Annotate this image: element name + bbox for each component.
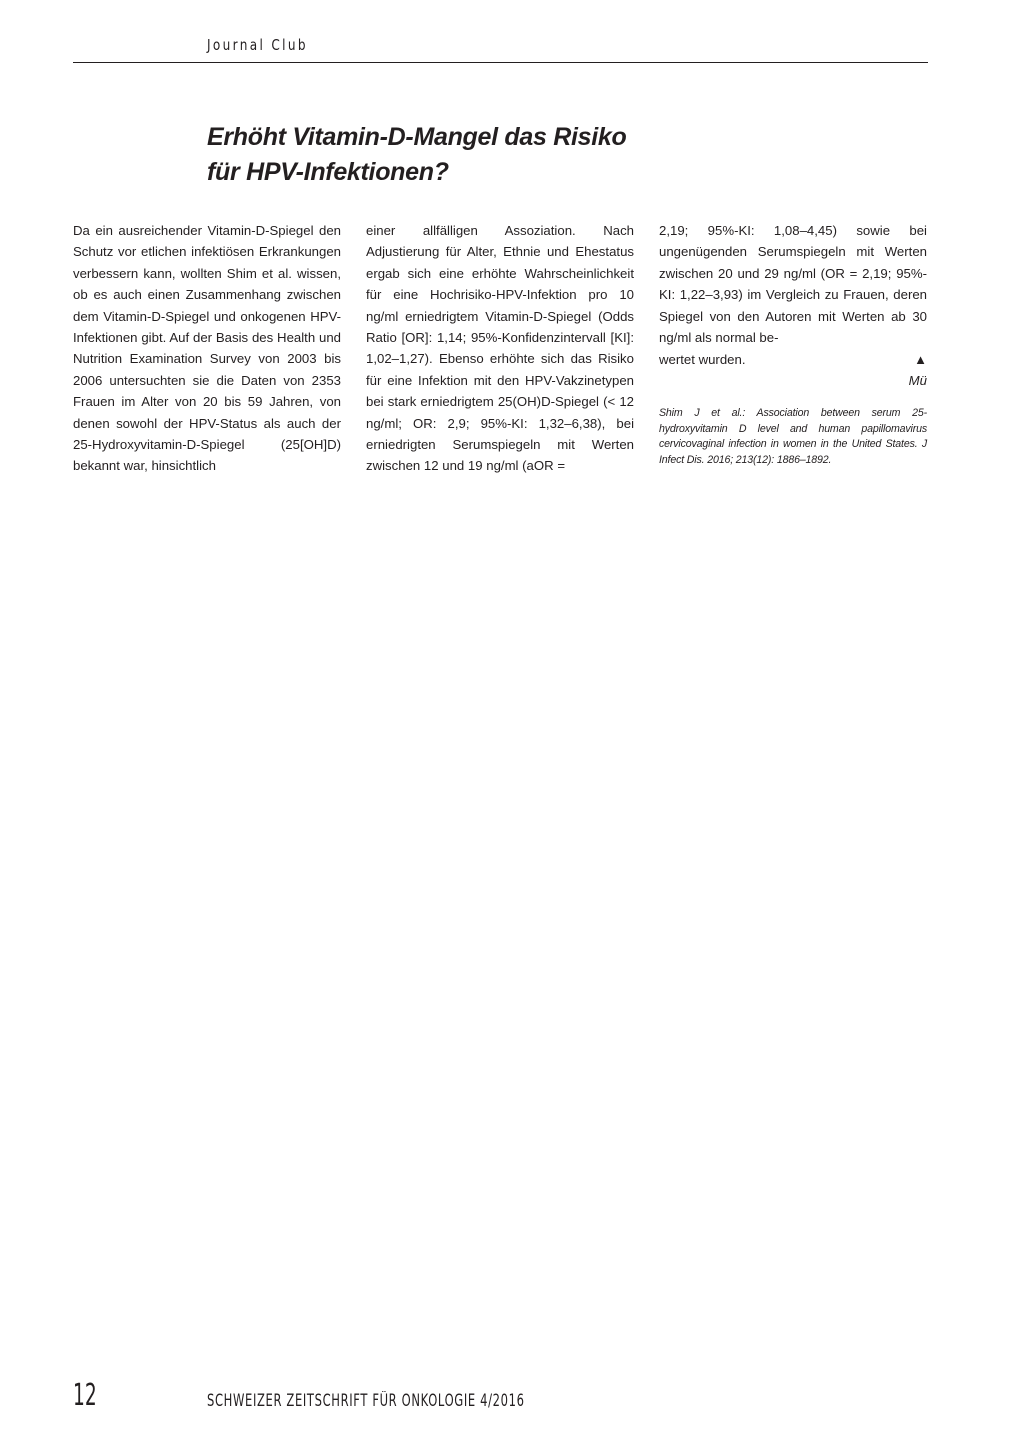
article-title-line-2: für HPV-Infektionen? — [207, 158, 449, 186]
section-label: Journal Club — [207, 36, 308, 54]
end-of-article-triangle-icon: ▲ — [914, 352, 927, 367]
article-title-line-1: Erhöht Vitamin-D-Mangel das Risiko — [207, 123, 627, 151]
body-column-3-last-line: wertet wurden. — [659, 352, 746, 367]
header-divider — [73, 62, 928, 63]
author-initials: Mü — [908, 373, 927, 388]
body-column-2: einer allfälligen Assoziation. Nach Adjustierung für Alter, Ethnie und Ehestatus ergab sich eine erhöhte Wahrscheinlichkeit für eine Hochrisiko-HPV-Infektion pro 10 ng/ml erniedrigtem Vitamin-D-Spiegel (Odds Ratio [OR]: 1,14; 95%-Konfidenzintervall [KI]: 1,02–1,27). Ebenso erhöhte sich das Risiko für eine Infektion mit den HPV-Vakzinetypen bei stark erniedrigtem 25(OH)D-Spiegel (< 12 ng/ml; OR: 2,9; 95%-KI: 1,32–6,38), bei erniedrigten Serumspiegeln mit Werten zwischen 12 und 19 ng/ml (aOR = — [366, 223, 634, 474]
journal-footer: SCHWEIZER ZEITSCHRIFT FÜR ONKOLOGIE 4/2016 — [207, 1391, 525, 1410]
body-column-3-ending — [659, 349, 927, 370]
body-column-1: Da ein ausreichender Vitamin-D-Spiegel den Schutz vor etlichen infektiösen Erkrankungen verbessern kann, wollten Shim et al. wissen, ob es auch einen Zusammenhang zwischen dem Vitamin-D-Spiegel und onkogenen HPV-Infektionen gibt. Auf der Basis des Health und Nutrition Examination Survey von 2003 bis 2006 untersuchten sie die Daten von 2353 Frauen im Alter von 20 bis 59 Jahren, von denen sowohl der HPV-Status als auch der 25-Hydroxyvitamin-D-Spiegel (25[OH]D) bekannt war, hinsichtlich — [73, 223, 341, 474]
article-title — [207, 120, 907, 190]
reference-citation: Shim J et al.: Association between serum 25-hydroxyvitamin D level and human papillomavirus cervicovaginal infection in women in the United States. J Infect Dis. 2016; 213(12): 1886–1892. — [659, 407, 927, 466]
page-number: 12 — [73, 1378, 97, 1413]
body-column-3: 2,19; 95%-KI: 1,08–4,45) sowie bei ungenügenden Serumspiegeln mit Werten zwischen 20 und 29 ng/ml (OR = 2,19; 95%-KI: 1,22–3,93) im Vergleich zu Frauen, deren Spiegel von den Autoren mit Werten ab 30 ng/ml als normal be- — [659, 223, 927, 346]
